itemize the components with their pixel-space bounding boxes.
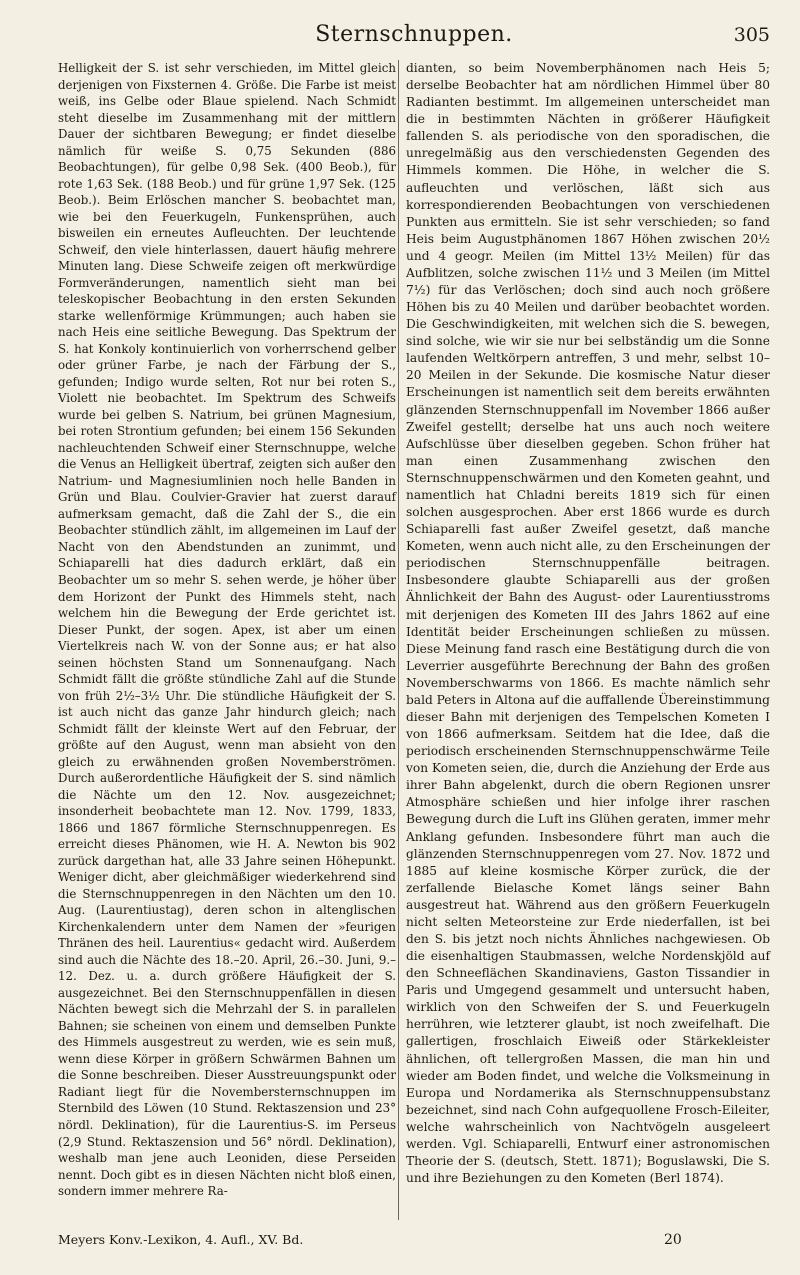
page-header: [58, 22, 770, 54]
footer-publication: Meyers Konv.-Lexikon, 4. Aufl., XV. Bd.: [58, 1232, 304, 1247]
left-column-text: Helligkeit der S. ist sehr verschieden, im Mittel gleich derjenigen von Fixsternen 4. Größe. Die Farbe ist meist weiß, ins Gelbe oder Blaue spielend. Nach Schmidt steht dieselbe im Zusammenhang mit der mittlern Dauer der sichtbaren Bewegung; er findet dieselbe nämlich für weiße S. 0,75 Sekunden (886 Beobachtungen), für gelbe 0,98 Sek. (400 Beob.), für rote 1,63 Sek. (188 Beob.) und für grüne 1,97 Sek. (125 Beob.). Beim Erlöschen mancher S. beobachtet man, wie bei den Feuerkugeln, Funkensprühen, auch bisweilen ein erneutes Aufleuchten. Der leuchtende Schweif, den viele hinterlassen, dauert häufig mehrere Minuten lang. Diese Schweife zeigen oft merkwürdige Formveränderungen, namentlich sieht man bei teleskopischer Beobachtung in den ersten Sekunden starke wellenförmige Krümmungen; auch haben sie nach Heis eine seitliche Bewegung. Das Spektrum der S. hat Konkoly kontinuierlich von vorherrschend gelber oder grüner Farbe, je nach der Färbung der S., gefunden; Indigo wurde selten, Rot nur bei roten S., Violett nie beobachtet. Im Spektrum des Schweifs wurde bei gelben S. Natrium, bei grünen Magnesium, bei roten Strontium gefunden; bei einem 156 Sekunden nachleuchtenden Schweif einer Sternschnuppe, welche die Venus an Helligkeit übertraf, zeigten sich außer den Natrium- und Magnesiumlinien noch helle Banden in Grün und Blau. Coulvier-Gravier hat zuerst darauf aufmerksam gemacht, daß die Zahl der S., die ein Beobachter stündlich zählt, im allgemeinen im Lauf der Nacht von den Abendstunden an zunimmt, und Schiaparelli hat dies dadurch erklärt, daß ein Beobachter um so mehr S. sehen werde, je höher über dem Horizont der Punkt des Himmels steht, nach welchem hin die Bewegung der Erde gerichtet ist. Dieser Punkt, der sogen. Apex, ist aber um einen Viertelkreis nach W. von der Sonne aus; er hat also seinen höchsten Stand um Sonnenaufgang. Nach Schmidt fällt die größte stündliche Zahl auf die Stunde von früh 2½–3½ Uhr. Die stündliche Häufigkeit der S. ist auch nicht das ganze Jahr hindurch gleich; nach Schmidt fällt der kleinste Wert auf den Februar, der größte auf den August, wenn man absieht von den gleich zu erwähnenden großen Novemberströmen. Durch außerordentliche Häufigkeit der S. sind nämlich die Nächte um den 12. Nov. ausgezeichnet; insonderheit beobachtete man 12. Nov. 1799, 1833, 1866 und 1867 förmliche Sternschnuppenregen. Es erreicht dieses Phänomen, wie H. A. Newton bis 902 zurück dargethan hat, alle 33 Jahre seinen Höhepunkt. Weniger dicht, aber gleichmäßiger wiederkehrend sind die Sternschnuppenregen in den Nächten um den 10. Aug. (Laurentiustag), deren schon in altenglischen Kirchenkalendern unter dem Namen der »feurigen Thränen des heil. Laurentius« gedacht wird. Außerdem sind auch die Nächte des 18.–20. April, 26.–30. Juni, 9.–12. Dez. u. a. durch größere Häufigkeit der S. ausgezeichnet. Bei den Sternschnuppenfällen in diesen Nächten bewegt sich die Mehrzahl der S. in parallelen Bahnen; sie scheinen von einem und demselben Punkte des Himmels ausgestreut zu werden, wie es sein muß, wenn diese Körper in größern Schwärmen Bahnen um die Sonne beschreiben. Dieser Ausstreuungspunkt oder Radiant liegt für die Novembersternschnuppen im Sternbild des Löwen (10 Stund. Rektaszension und 23° nördl. Deklination), für die Laurentius-S. im Perseus (2,9 Stund. Rektaszension und 56° nördl. Deklination), weshalb man jene auch Leoniden, diese Perseiden nennt. Doch gibt es in diesen Nächten nicht bloß einen, sondern immer mehrere Ra-: [58, 61, 396, 1199]
page-title: Sternschnuppen.: [315, 22, 513, 47]
page-number: 305: [733, 24, 770, 46]
column-divider: [398, 60, 399, 1220]
right-column-text: dianten, so beim Novemberphänomen nach Heis 5; derselbe Beobachter hat am nördlichen Himmel über 80 Radianten bestimmt. Im allgemeinen unterscheidet man die in bestimmten Nächten in größerer Häufigkeit fallenden S. als periodische von den sporadischen, die unregelmäßig aus den verschiedensten Gegenden des Himmels kommen. Die Höhe, in welcher die S. aufleuchten und verlöschen, läßt sich aus korrespondierenden Beobachtungen von verschiedenen Punkten aus ermitteln. Sie ist sehr verschieden; so fand Heis beim Augustphänomen 1867 Höhen zwischen 20½ und 4 geogr. Meilen (im Mittel 13½ Meilen) für das Aufblitzen, solche zwischen 11½ und 3 Meilen (im Mittel 7½) für das Verlöschen; doch sind auch noch größere Höhen bis zu 40 Meilen und darüber beobachtet worden. Die Geschwindigkeiten, mit welchen sich die S. bewegen, sind solche, wie wir sie nur bei selbständig um die Sonne laufenden Weltkörpern antreffen, 3 und mehr, selbst 10–20 Meilen in der Sekunde. Die kosmische Natur dieser Erscheinungen ist namentlich seit dem bereits erwähnten glänzenden Sternschnuppenfall im November 1866 außer Zweifel gestellt; derselbe hat uns auch noch weitere Aufschlüsse über dieselben gegeben. Schon früher hat man einen Zusammenhang zwischen den Sternschnuppenschwärmen und den Kometen geahnt, und namentlich hat Chladni bereits 1819 sich für einen solchen ausgesprochen. Aber erst 1866 wurde es durch Schiaparelli fast außer Zweifel gesetzt, daß manche Kometen, wenn auch nicht alle, zu den Erscheinungen der periodischen Sternschnuppenfälle beitragen. Insbesondere glaubte Schiaparelli aus der großen Ähnlichkeit der Bahn des August- oder Laurentiusstroms mit derjenigen des Kometen III des Jahrs 1862 auf eine Identität beider Erscheinungen schließen zu müssen. Diese Meinung fand rasch eine Bestätigung durch die von Leverrier ausgeführte Berechnung der Bahn des großen Novemberschwarms von 1866. Es machte nämlich sehr bald Peters in Altona auf die auffallende Übereinstimmung dieser Bahn mit derjenigen des Tempelschen Kometen I von 1866 aufmerksam. Seitdem hat die Idee, daß die periodisch erscheinenden Sternschnuppenschwärme Teile von Kometen seien, die, durch die Anziehung der Erde aus ihrer Bahn abgelenkt, durch die obern Regionen unsrer Atmosphäre schießen und hier infolge ihrer raschen Bewegung durch die Luft ins Glühen geraten, immer mehr Anklang gefunden. Insbesondere führt man auch die glänzenden Sternschnuppenregen vom 27. Nov. 1872 und 1885 auf kleine kosmische Körper zurück, die der zerfallende Bielasche Komet längs seiner Bahn ausgestreut hat. Während aus den größern Feuerkugeln nicht selten Meteorsteine zur Erde niederfallen, ist bei den S. bis jetzt noch nichts Ähnliches nachgewiesen. Ob die eisenhaltigen Staubmassen, welche Nordenskjöld auf den Schneeflächen Skandinaviens, Gaston Tissandier in Paris und Umgegend gesammelt und untersucht haben, wirklich von den Schweifen der S. und Feuerkugeln herrühren, wie letzterer glaubt, ist noch zweifelhaft. Die gallertigen, froschlaich Eiweiß oder Stärkekleister ähnlichen, oft tellergroßen Massen, die man hin und wieder am Boden findet, und welche die Volksmeinung in Europa und Nordamerika als Sternschnuppensubstanz bezeichnet, sind nach Cohn aufgequollene Frosch-Eileiter, welche wahrscheinlich von Nachtvögeln ausgeleert werden. Vgl. Schiaparelli, Entwurf einer astronomischen Theorie der S. (deutsch, Stett. 1871); Boguslawski, Die S. und ihre Beziehungen zu den Kometen (Berl 1874).: [406, 61, 770, 1186]
left-column: [58, 60, 396, 1200]
right-column: [406, 60, 770, 1187]
footer-signature: 20: [664, 1232, 682, 1248]
